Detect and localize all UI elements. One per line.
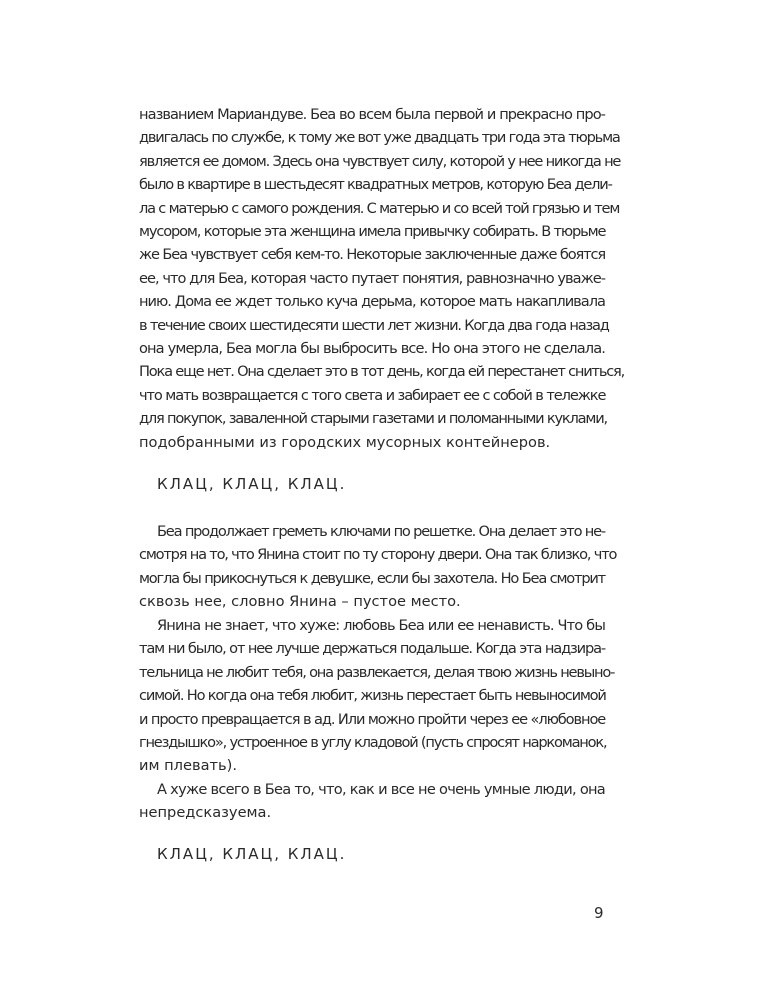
paragraph xyxy=(139,103,625,454)
text-line: А хуже всего в Беа то, что, как и все не очень умные люди, она xyxy=(157,781,605,798)
text-line: непредсказуема. xyxy=(139,804,272,822)
text-line: смотря на то, что Янина стоит по ту сторону двери. Она так близко, что xyxy=(139,546,617,564)
text-line: же Беа чувствует себя кем-то. Некоторые заключенные даже боятся xyxy=(139,246,605,264)
text-line: Янина не знает, что хуже: любовь Беа или ее ненависть. Что бы xyxy=(157,617,605,634)
text-line: там ни было, от нее лучше держаться подальше. Когда эта надзира- xyxy=(139,640,605,658)
text-line: в течение своих шестидесяти шести лет жизни. Когда два года назад xyxy=(139,316,609,334)
text-line: Беа продолжает греметь ключами по решетке. Она делает это не- xyxy=(157,523,605,540)
text-line: названием Мариандуве. Беа во всем была первой и прекрасно про- xyxy=(139,106,605,123)
text-line: двигалась по службе, к тому же вот уже двадцать три года эта тюрьма xyxy=(139,129,620,147)
text-line: симой. Но когда она тебя любит, жизнь перестает быть невыносимой xyxy=(139,687,606,705)
text-line: им плевать). xyxy=(139,757,237,775)
text-line: и просто превращается в ад. Или можно пройти через ее «любовное xyxy=(139,710,606,728)
text-line: что мать возвращается с того света и забирает ее с собой в тележке xyxy=(139,386,606,404)
text-line: мусором, которые эта женщина имела привычку собирать. В тюрьме xyxy=(139,223,606,241)
text-line: сквозь нее, словно Янина – пустое место. xyxy=(139,593,461,611)
text-line: было в квартире в шестьдесят квадратных метров, которую Беа дели- xyxy=(139,176,612,194)
paragraph xyxy=(139,614,615,778)
text-line: нию. Дома ее ждет только куча дерьма, которое мать накапливала xyxy=(139,293,605,311)
text-line: для покупок, заваленной старыми газетами и поломанными куклами, xyxy=(139,410,607,428)
text-line: ее, что для Беа, которая часто путает понятия, равнозначно уваже- xyxy=(139,269,605,287)
text-line: тельница не любит тебя, она развлекается, делая твою жизнь невыно- xyxy=(139,663,615,681)
paragraph xyxy=(139,520,617,614)
text-line: она умерла, Беа могла бы выбросить все. Но она этого не сделала. xyxy=(139,340,605,358)
text-line: является ее домом. Здесь она чувствует силу, которой у нее никогда не xyxy=(139,152,621,170)
section-break-heading: КЛАЦ, КЛАЦ, КЛАЦ. xyxy=(157,475,347,493)
text-line: подобранными из городских мусорных контейнеров. xyxy=(139,433,551,451)
section-break-heading: КЛАЦ, КЛАЦ, КЛАЦ. xyxy=(157,845,347,863)
text-line: гнездышко», устроенное в углу кладовой (пусть спросят наркоманок, xyxy=(139,734,607,752)
text-line: ла с матерью с самого рождения. С матерью и со всей той грязью и тем xyxy=(139,199,620,217)
paragraph xyxy=(139,778,605,825)
text-line: Пока еще нет. Она сделает это в тот день, когда ей перестанет сниться, xyxy=(139,363,625,381)
page-number: 9 xyxy=(594,904,604,922)
text-line: могла бы прикоснуться к девушке, если бы захотела. Но Беа смотрит xyxy=(139,569,605,587)
